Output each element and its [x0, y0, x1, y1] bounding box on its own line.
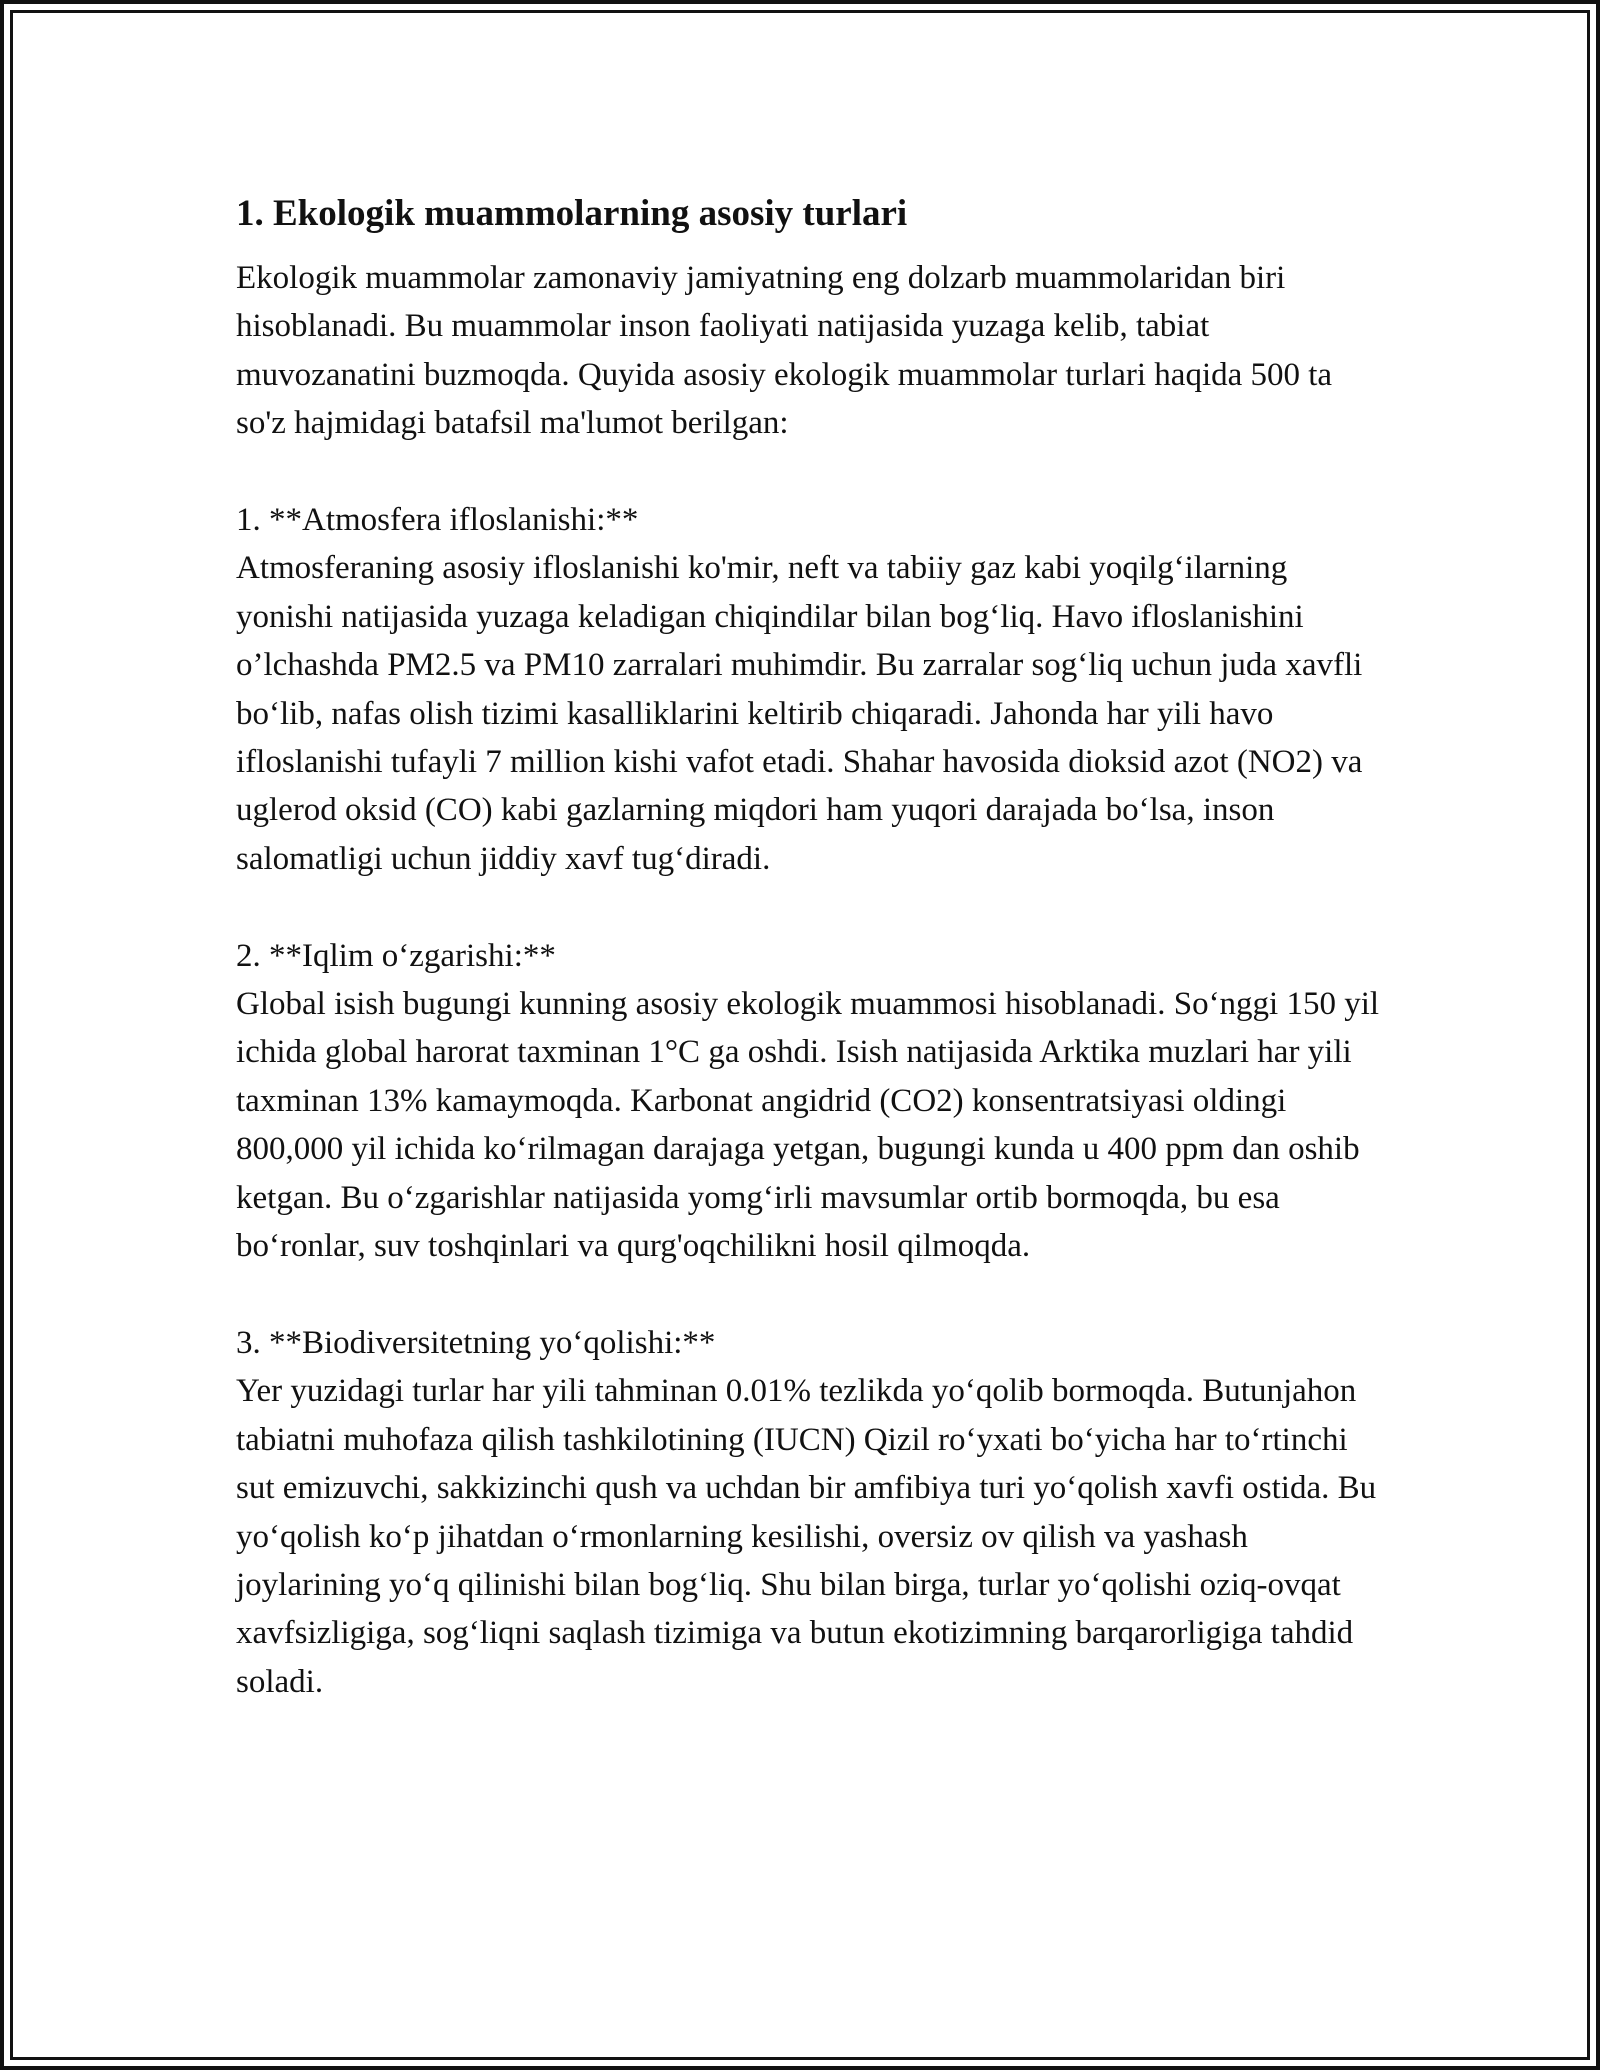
document-title: 1. Ekologik muammolarning asosiy turlari — [236, 193, 908, 234]
section-text: Yer yuzidagi turlar har yili tahminan 0.01% tezlikda yo‘qolib bormoqda. Butunjahon tabiatni muhofaza qilish tashkilotining (IUCN) Qizil ro‘yxati bo‘yicha har to‘rtinchi sut emizuvchi, sakkizinchi qush va uchdan bir amfibiya turi yo‘qolish xavfi ostida. Bu yo‘qolish ko‘p jihatdan o‘rmonlarning kesilishi, oversiz ov qilish va yashash joylarining yo‘q qilinishi bilan bog‘liq. Shu bilan birga, turlar yo‘qolishi oziq-ovqat xavfsizligiga, sog‘liqni saqlash tizimiga va butun ekotizimning barqarorligiga tahdid soladi. — [236, 1373, 1377, 1700]
section-biodiversity — [236, 1319, 1386, 1706]
section-text: Global isish bugungi kunning asosiy ekologik muammosi hisoblanadi. So‘nggi 150 yil ichida global harorat taxminan 1°C ga oshdi. Isish natijasida Arktika muzlari har yili taxminan 13% kamaymoqda. Karbonat angidrid (CO2) konsentratsiyasi oldingi 800,000 yil ichida ko‘rilmagan darajaga yetgan, bugungi kunda u 400 ppm dan oshib ketgan. Bu o‘zgarishlar natijasida yomg‘irli mavsumlar ortib bormoqda, bu esa bo‘ronlar, suv toshqinlari va qurg'oqchilikni hosil qilmoqda. — [236, 986, 1380, 1265]
section-atmosphere — [236, 496, 1386, 883]
intro-paragraph: Ekologik muammolar zamonaviy jamiyatning eng dolzarb muammolaridan biri hisoblanadi. Bu muammolar inson faoliyati natijasida yuzaga kelib, tabiat muvozanatini buzmoqda. Quyida asosiy ekologik muammolar turlari haqida 500 ta so'z hajmidagi batafsil ma'lumot berilgan: — [236, 260, 1333, 442]
section-heading: 3. **Biodiversitetning yo‘qolishi:** — [236, 1324, 716, 1361]
section-text: Atmosferaning asosiy ifloslanishi ko'mir, neft va tabiiy gaz kabi yoqilg‘ilarning yonishi natijasida yuzaga keladigan chiqindilar bilan bog‘liq. Havo ifloslanishini o’lchashda PM2.5 va PM10 zarralari muhimdir. Bu zarralar sog‘liq uchun juda xavfli bo‘lib, nafas olish tizimi kasalliklarini keltirib chiqaradi. Jahonda har yili havo ifloslanishi tufayli 7 million kishi vafot etadi. Shahar havosida dioksid azot (NO2) va uglerod oksid (CO) kabi gazlarning miqdori ham yuqori darajada bo‘lsa, inson salomatligi uchun jiddiy xavf tug‘diradi. — [236, 550, 1363, 877]
section-climate — [236, 932, 1386, 1271]
document-content — [236, 188, 1386, 1706]
section-heading: 2. **Iqlim o‘zgarishi:** — [236, 937, 556, 974]
section-heading: 1. **Atmosfera ifloslanishi:** — [236, 502, 639, 539]
